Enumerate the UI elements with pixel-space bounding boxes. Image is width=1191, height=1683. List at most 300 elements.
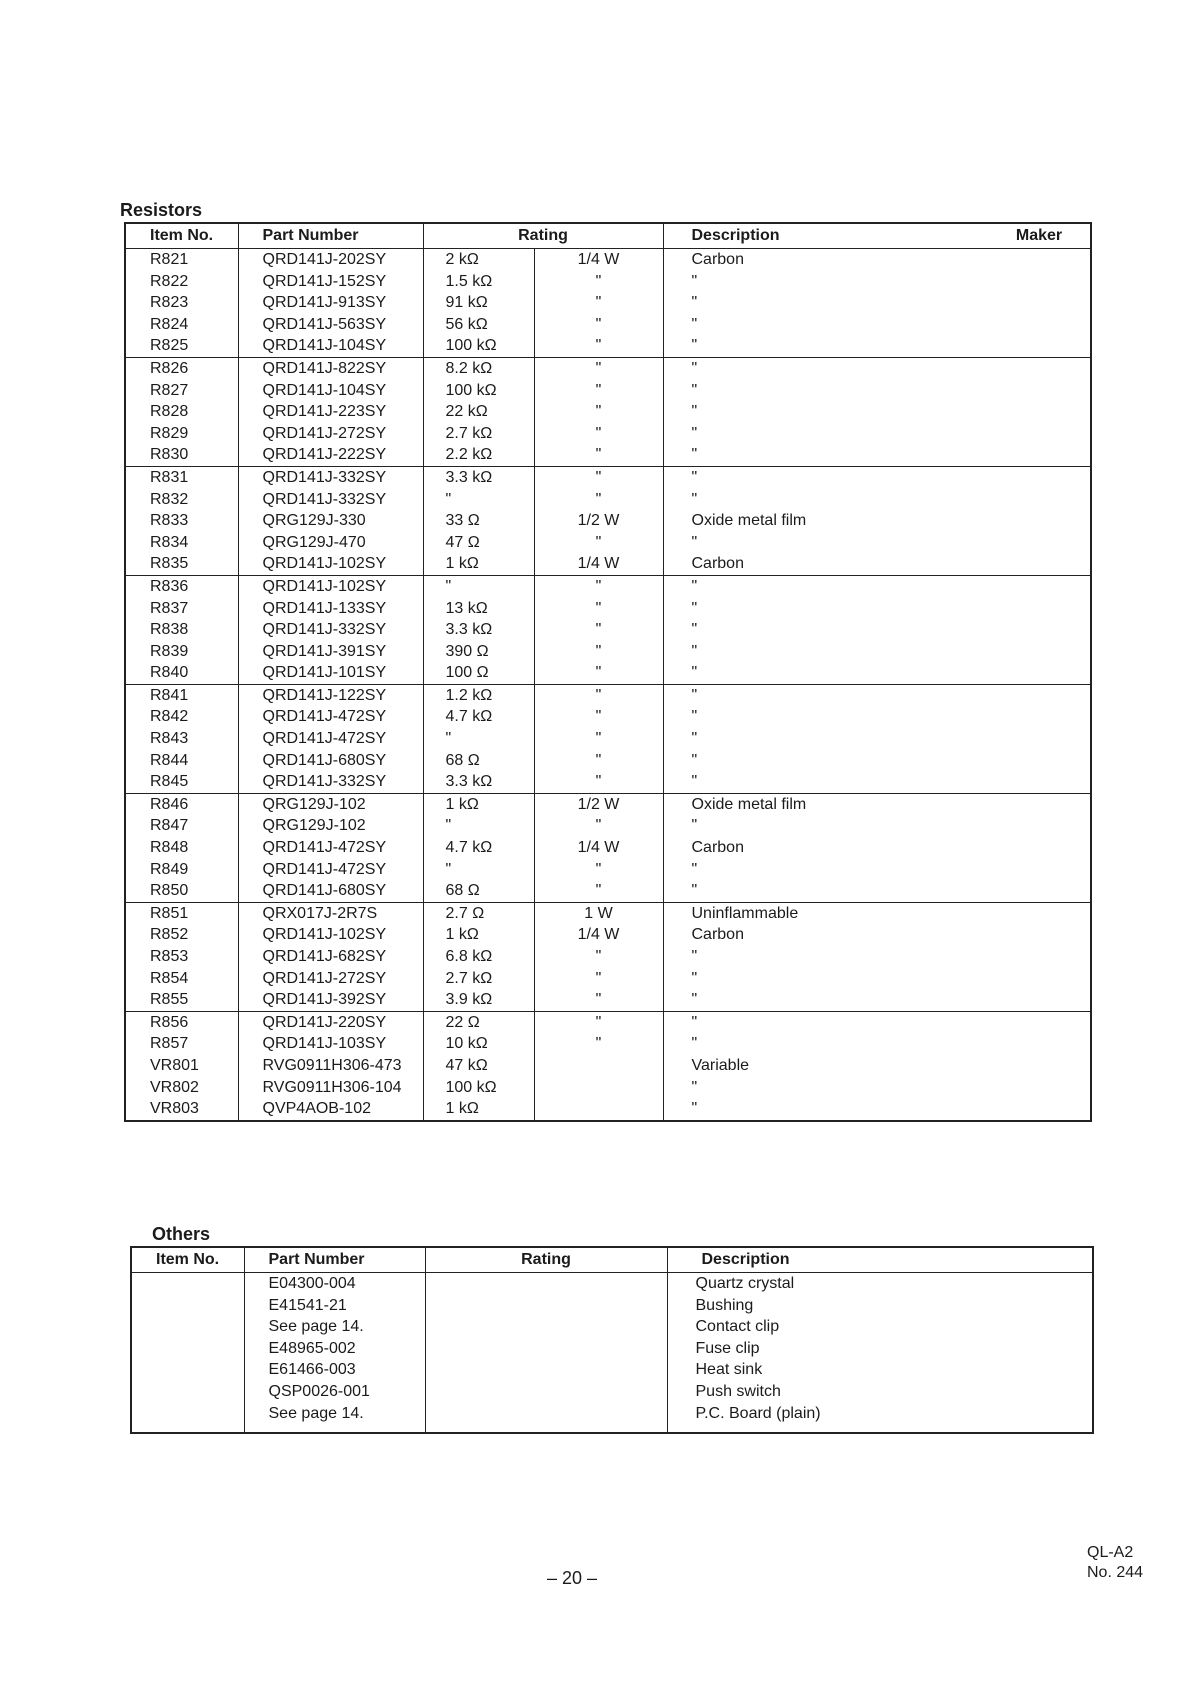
table-row [131,1316,1093,1338]
table-row [125,793,1091,815]
table-row [125,968,1091,990]
part-number-cell: QRD141J-680SY [238,750,423,772]
table-row [125,1077,1091,1099]
description-cell: Oxide metal film [691,512,807,530]
table-row [125,335,1091,357]
rating-value-cell: 1 kΩ [423,1098,534,1121]
item-no-cell [131,1338,244,1360]
item-no-cell: R851 [125,902,238,924]
description-cell: " [691,294,698,312]
part-number-cell: QRD141J-101SY [238,662,423,684]
table-row [131,1381,1093,1403]
header-item-no: Item No. [125,223,238,249]
item-no-cell: R855 [125,989,238,1011]
maker-cell [988,575,1091,597]
rating-wattage-cell: " [534,575,663,597]
resistors-header-row [125,223,1091,249]
padding-cell [667,1424,1093,1433]
description-cell: " [663,466,988,488]
table-row [125,489,1091,511]
maker-cell [988,271,1091,293]
description-cell: " [691,621,698,639]
table-row [125,750,1091,772]
table-row [125,553,1091,575]
rating-value-cell: 1.2 kΩ [423,684,534,706]
description-cell: Carbon [691,251,744,268]
rating-wattage-cell: " [534,815,663,837]
maker-cell [988,989,1091,1011]
rating-wattage-cell: " [534,880,663,902]
description-cell: " [663,1011,988,1033]
maker-cell [988,553,1091,575]
description-cell: " [691,642,698,660]
maker-cell [988,641,1091,663]
rating-cell [425,1359,667,1381]
description-cell: Quartz crystal [695,1275,795,1292]
item-no-cell: R835 [125,553,238,575]
part-number-cell: QRG129J-330 [238,510,423,532]
padding-cell [131,1424,244,1433]
maker-cell [988,401,1091,423]
description-cell: Push switch [695,1382,781,1400]
rating-wattage-cell: " [534,1033,663,1055]
others-header-rating: Rating [425,1247,667,1273]
others-header-row [131,1247,1093,1273]
table-row [131,1273,1093,1295]
maker-cell [988,380,1091,402]
rating-value-cell: 3.3 kΩ [423,466,534,488]
header-rating: Rating [423,223,663,249]
item-no-cell: R847 [125,815,238,837]
description-cell: " [691,403,698,421]
resistors-section-title: Resistors [120,200,203,220]
rating-value-cell: 6.8 kΩ [423,946,534,968]
rating-wattage-cell: " [534,489,663,511]
description-cell: " [691,424,698,442]
rating-value-cell: 2.7 kΩ [423,423,534,445]
table-row [131,1338,1093,1360]
others-header-description: Description [667,1247,1093,1273]
description-cell: " [691,1035,698,1053]
part-number-cell: QRD141J-391SY [238,641,423,663]
item-no-cell: R853 [125,946,238,968]
maker-cell [988,750,1091,772]
item-no-cell: R856 [125,1011,238,1033]
item-no-cell: R838 [125,619,238,641]
description-cell: Carbon [691,555,744,573]
maker-cell [988,880,1091,902]
table-row [125,684,1091,706]
header-part-number: Part Number [238,223,423,249]
maker-cell [988,662,1091,684]
part-number-cell: QRD141J-103SY [238,1033,423,1055]
rating-wattage-cell: " [534,989,663,1011]
item-no-cell: R846 [125,793,238,815]
description-cell: " [691,446,698,464]
part-number-cell: QRD141J-472SY [238,706,423,728]
rating-wattage-cell: " [534,619,663,641]
part-number-cell: E41541-21 [244,1295,425,1317]
others-section-title: Others [152,1224,211,1244]
table-row [131,1359,1093,1381]
table-row [125,989,1091,1011]
rating-value-cell: 10 kΩ [423,1033,534,1055]
table-row [131,1295,1093,1317]
item-no-cell [131,1359,244,1381]
maker-cell [988,859,1091,881]
description-cell: " [691,860,698,878]
maker-cell [988,489,1091,511]
maker-cell [988,684,1091,706]
page-number: – 20 – [547,1568,598,1588]
description-cell: " [691,708,698,726]
description-cell: Bushing [695,1296,754,1314]
item-no-cell: R823 [125,292,238,314]
part-number-cell: QRD141J-222SY [238,444,423,466]
table-row [125,466,1091,488]
description-cell: Heat sink [695,1361,763,1379]
part-number-cell: QRD141J-133SY [238,598,423,620]
padding-cell [425,1424,667,1433]
description-cell: " [691,599,698,617]
model-name: QL-A2 [1087,1544,1134,1561]
item-no-cell: VR803 [125,1098,238,1121]
table-row [125,1011,1091,1033]
rating-value-cell: 4.7 kΩ [423,706,534,728]
part-number-cell: QRD141J-102SY [238,575,423,597]
item-no-cell: R840 [125,662,238,684]
maker-cell [988,510,1091,532]
part-number-cell: QRD141J-104SY [238,380,423,402]
rating-wattage-cell: " [534,380,663,402]
table-row [125,357,1091,379]
table-row [125,510,1091,532]
maker-cell [988,444,1091,466]
maker-cell [988,292,1091,314]
rating-wattage-cell [534,1098,663,1121]
table-row [125,1033,1091,1055]
item-no-cell [131,1273,244,1295]
description-cell: " [691,664,698,682]
part-number-cell: QRD141J-392SY [238,989,423,1011]
description-cell: " [663,684,988,706]
part-number-cell: QRD141J-102SY [238,553,423,575]
description-cell: " [691,315,698,333]
description-cell: " [691,991,698,1009]
maker-cell [988,837,1091,859]
description-cell: Oxide metal film [663,793,988,815]
item-no-cell: R844 [125,750,238,772]
rating-value-cell: " [423,815,534,837]
description-cell: " [691,490,698,508]
item-no-cell: R834 [125,532,238,554]
item-no-cell: R826 [125,357,238,379]
rating-value-cell: 4.7 kΩ [423,837,534,859]
rating-value-cell: 2.7 Ω [423,902,534,924]
description-cell: " [691,751,698,769]
part-number-cell: QRD141J-332SY [238,619,423,641]
table-row [125,859,1091,881]
table-row [125,641,1091,663]
maker-cell [988,1098,1091,1121]
part-number-cell: QRD141J-220SY [238,1011,423,1033]
part-number-cell: E04300-004 [244,1273,425,1295]
part-number-cell: QVP4AOB-102 [238,1098,423,1121]
table-row [125,837,1091,859]
rating-value-cell: 100 kΩ [423,1077,534,1099]
rating-cell [425,1295,667,1317]
rating-wattage-cell: " [534,444,663,466]
description-cell: " [691,272,698,290]
part-number-cell: See page 14. [244,1316,425,1338]
item-no-cell: R842 [125,706,238,728]
maker-cell [988,946,1091,968]
item-no-cell: R852 [125,924,238,946]
table-row [125,401,1091,423]
rating-wattage-cell [534,1077,663,1099]
item-no-cell: R828 [125,401,238,423]
maker-cell [988,466,1091,488]
description-cell: Contact clip [695,1318,780,1336]
rating-value-cell: 68 Ω [423,750,534,772]
part-number-cell: QRD141J-122SY [238,684,423,706]
rating-value-cell: 22 kΩ [423,401,534,423]
description-cell: Fuse clip [695,1339,760,1357]
part-number-cell: QRD141J-682SY [238,946,423,968]
rating-wattage-cell: 1/2 W [534,510,663,532]
part-number-cell: QRD141J-272SY [238,423,423,445]
item-no-cell [131,1295,244,1317]
rating-wattage-cell: 1/4 W [534,837,663,859]
table-row [125,444,1091,466]
part-number-cell: QRX017J-2R7S [238,902,423,924]
part-number-cell: QRD141J-272SY [238,968,423,990]
table-row [125,946,1091,968]
rating-value-cell: 2.2 kΩ [423,444,534,466]
rating-wattage-cell: 1/4 W [534,553,663,575]
description-cell: Uninflammable [663,902,988,924]
part-number-cell: QRG129J-102 [238,793,423,815]
rating-value-cell: 1 kΩ [423,793,534,815]
item-no-cell: R821 [125,249,238,271]
rating-value-cell: 100 kΩ [423,380,534,402]
rating-wattage-cell: " [534,968,663,990]
rating-value-cell: 3.3 kΩ [423,771,534,793]
table-row [125,532,1091,554]
others-header-item-no: Item No. [131,1247,244,1273]
table-row [125,575,1091,597]
item-no-cell: R827 [125,380,238,402]
description-cell: " [691,817,698,835]
part-number-cell: QRD141J-202SY [238,249,423,271]
part-number-cell: E48965-002 [244,1338,425,1360]
model-block [1087,1543,1143,1583]
rating-wattage-cell: " [534,401,663,423]
rating-value-cell: 33 Ω [423,510,534,532]
item-no-cell: R825 [125,335,238,357]
maker-cell [988,314,1091,336]
rating-value-cell: 3.9 kΩ [423,989,534,1011]
item-no-cell: R824 [125,314,238,336]
rating-wattage-cell: " [534,314,663,336]
rating-wattage-cell: " [534,271,663,293]
item-no-cell: R836 [125,575,238,597]
description-cell: Carbon [691,926,744,944]
description-cell: Variable [691,1056,750,1074]
rating-value-cell: 47 Ω [423,532,534,554]
rating-wattage-cell: " [534,706,663,728]
part-number-cell: RVG0911H306-104 [238,1077,423,1099]
rating-value-cell: 8.2 kΩ [423,357,534,379]
rating-value-cell: 1.5 kΩ [423,271,534,293]
table-row [125,619,1091,641]
maker-cell [988,423,1091,445]
description-cell: " [691,1100,698,1118]
rating-wattage-cell: 1 W [534,902,663,924]
rating-value-cell: 22 Ω [423,1011,534,1033]
part-number-cell: QRG129J-102 [238,815,423,837]
rating-wattage-cell [534,1055,663,1077]
rating-wattage-cell: " [534,1011,663,1033]
item-no-cell: R841 [125,684,238,706]
rating-wattage-cell: " [534,641,663,663]
table-row [125,249,1091,271]
rating-value-cell: 68 Ω [423,880,534,902]
rating-wattage-cell: " [534,292,663,314]
item-no-cell: R837 [125,598,238,620]
maker-cell [988,902,1091,924]
rating-value-cell: 100 Ω [423,662,534,684]
table-row [125,380,1091,402]
part-number-cell: QRD141J-822SY [238,357,423,379]
table-row [125,598,1091,620]
rating-wattage-cell: " [534,750,663,772]
rating-value-cell: 3.3 kΩ [423,619,534,641]
rating-cell [425,1403,667,1425]
rating-value-cell: 13 kΩ [423,598,534,620]
rating-cell [425,1273,667,1295]
maker-cell [988,1055,1091,1077]
model-number: No. 244 [1087,1564,1144,1581]
rating-wattage-cell: 1/4 W [534,249,663,271]
maker-cell [988,1077,1091,1099]
rating-value-cell: 91 kΩ [423,292,534,314]
item-no-cell: R830 [125,444,238,466]
rating-value-cell: 56 kΩ [423,314,534,336]
item-no-cell: R848 [125,837,238,859]
part-number-cell: QRD141J-104SY [238,335,423,357]
maker-cell [988,249,1091,271]
part-number-cell: QRD141J-223SY [238,401,423,423]
item-no-cell: VR801 [125,1055,238,1077]
description-cell: " [663,575,988,597]
item-no-cell: R839 [125,641,238,663]
item-no-cell: R829 [125,423,238,445]
maker-cell [988,728,1091,750]
maker-cell [988,924,1091,946]
part-number-cell: QRD141J-563SY [238,314,423,336]
item-no-cell: R843 [125,728,238,750]
rating-value-cell: " [423,728,534,750]
table-row [125,314,1091,336]
rating-wattage-cell: " [534,357,663,379]
rating-cell [425,1316,667,1338]
rating-wattage-cell: " [534,423,663,445]
description-cell: " [691,948,698,965]
maker-cell [988,357,1091,379]
rating-value-cell: 390 Ω [423,641,534,663]
header-maker: Maker [988,223,1091,249]
part-number-cell: QRD141J-332SY [238,771,423,793]
maker-cell [988,619,1091,641]
description-cell: " [691,337,698,355]
rating-value-cell: 2 kΩ [423,249,534,271]
maker-cell [988,1011,1091,1033]
rating-cell [425,1338,667,1360]
table-row [125,271,1091,293]
table-row [125,880,1091,902]
item-no-cell: R854 [125,968,238,990]
table-row [125,423,1091,445]
description-cell: " [691,773,698,791]
part-number-cell: RVG0911H306-473 [238,1055,423,1077]
description-cell: " [691,969,698,987]
item-no-cell: R857 [125,1033,238,1055]
item-no-cell: R831 [125,466,238,488]
part-number-cell: QRD141J-680SY [238,880,423,902]
maker-cell [988,815,1091,837]
others-header-part-number: Part Number [244,1247,425,1273]
table-row [125,292,1091,314]
maker-cell [988,793,1091,815]
rating-wattage-cell: 1/2 W [534,793,663,815]
maker-cell [988,771,1091,793]
table-row [125,771,1091,793]
item-no-cell: R833 [125,510,238,532]
part-number-cell: QRD141J-332SY [238,466,423,488]
rating-value-cell: 1 kΩ [423,553,534,575]
item-no-cell [131,1381,244,1403]
part-number-cell: QRG129J-470 [238,532,423,554]
table-row [125,815,1091,837]
item-no-cell: R822 [125,271,238,293]
rating-value-cell: " [423,575,534,597]
table-row [125,902,1091,924]
padding-cell [244,1424,425,1433]
part-number-cell: QRD141J-332SY [238,489,423,511]
rating-value-cell: 2.7 kΩ [423,968,534,990]
item-no-cell: R832 [125,489,238,511]
maker-cell [988,335,1091,357]
description-cell: " [691,730,698,748]
description-cell: " [663,357,988,379]
rating-wattage-cell: " [534,684,663,706]
part-number-cell: QRD141J-472SY [238,837,423,859]
part-number-cell: QRD141J-102SY [238,924,423,946]
table-row [131,1403,1093,1425]
rating-wattage-cell: " [534,598,663,620]
description-cell: " [691,381,698,399]
resistors-table [124,222,1092,1122]
maker-cell [988,968,1091,990]
table-row [125,924,1091,946]
description-cell: P.C. Board (plain) [695,1404,821,1422]
item-no-cell: R845 [125,771,238,793]
description-cell: " [691,882,698,900]
maker-cell [988,532,1091,554]
part-number-cell: E61466-003 [244,1359,425,1381]
table-row [125,706,1091,728]
